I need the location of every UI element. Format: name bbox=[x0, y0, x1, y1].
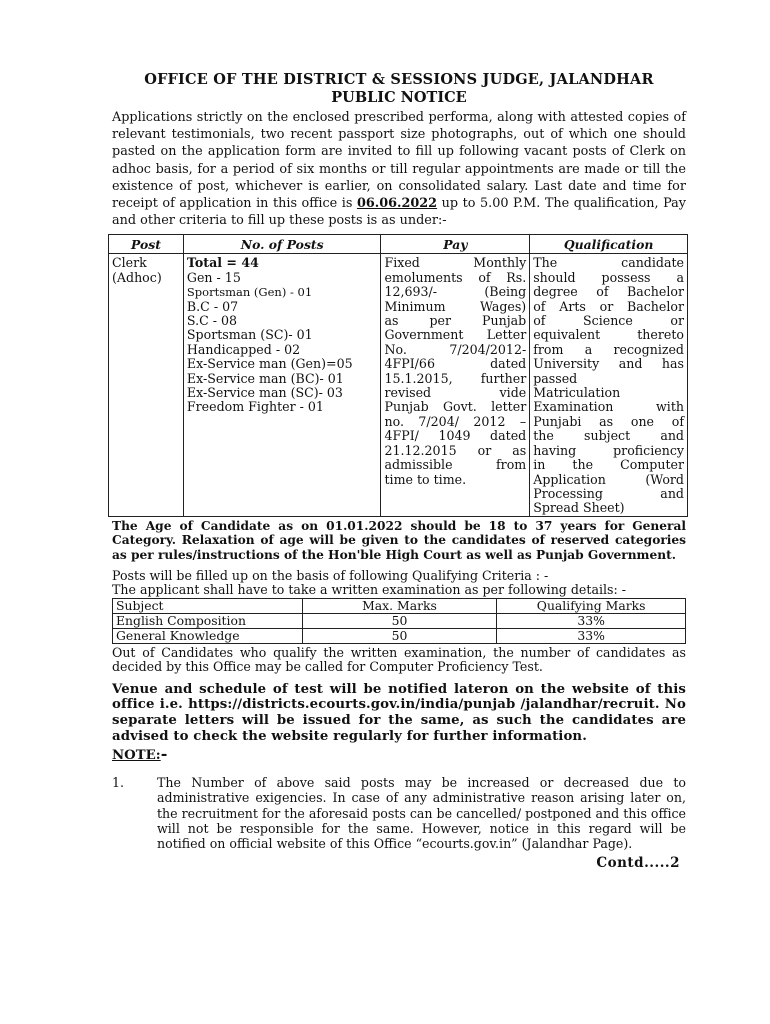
table-row bbox=[113, 613, 686, 628]
note-number: 1. bbox=[112, 775, 125, 791]
pay-line: No. 7/204/2012- bbox=[384, 341, 527, 357]
pay-line: Fixed Monthly bbox=[384, 255, 527, 271]
qualification-line: The candidate bbox=[533, 255, 684, 271]
header-no-of-posts: No. of Posts bbox=[183, 235, 381, 254]
pay-line: Punjab Govt. letter bbox=[384, 399, 527, 415]
post-name: Clerk bbox=[112, 255, 147, 271]
pay-line: admissible from bbox=[384, 457, 527, 473]
intro-text-after: up to 5.00 P.M. The qualification, Pay and other criteria to fill up these posts is as under:- bbox=[112, 196, 686, 229]
qualification-line: Application (Word bbox=[533, 471, 684, 487]
posts-freedom-fighter: Freedom Fighter - 01 bbox=[186, 399, 324, 415]
marks-table-header bbox=[113, 598, 686, 613]
marks-max: 50 bbox=[302, 628, 497, 643]
posts-exservice-sc: Ex-Service man (SC)- 03 bbox=[186, 385, 343, 401]
pay-line: 4FPI/ 1049 dated bbox=[384, 428, 527, 444]
marks-qualifying: 33% bbox=[497, 613, 686, 628]
qualification-line: degree of Bachelor bbox=[533, 284, 684, 300]
marks-header-subject: Subject bbox=[113, 598, 303, 613]
qualification-line: passed bbox=[533, 370, 578, 386]
pay-cell bbox=[381, 254, 530, 516]
after-marks-paragraph: Out of Candidates who qualify the written examination, the number of candidates as decided by this Office may be called for Computer Proficiency Test. bbox=[112, 644, 686, 675]
criteria-intro bbox=[112, 569, 686, 597]
intro-text: Applications strictly on the enclosed prescribed performa, along with attested copies of relevant testimonials, two recent passport size photographs, out of which one should pasted on the application form are invited to fill up following vacant posts of Clerk on adhoc basis, for a period of six months or till regular appointments are made or till the existence of post, whichever is earlier, on consolidated salary. Last date and time for receipt of application in this office is bbox=[112, 110, 686, 212]
posts-table-row bbox=[109, 254, 688, 516]
qualification-line: Processing and bbox=[533, 485, 684, 501]
header-qualification: Qualification bbox=[530, 235, 688, 254]
qualification-line: Punjabi as one of bbox=[533, 413, 684, 429]
posts-exservice-gen: Ex-Service man (Gen)=05 bbox=[186, 356, 353, 372]
marks-max: 50 bbox=[302, 613, 497, 628]
intro-paragraph bbox=[112, 109, 686, 229]
notice-page bbox=[112, 70, 686, 871]
pay-line: as per Punjab bbox=[384, 313, 527, 329]
marks-qualifying: 33% bbox=[497, 628, 686, 643]
qualification-line: having proficiency bbox=[533, 442, 684, 458]
qualification-line: the subject and bbox=[533, 428, 684, 444]
marks-table bbox=[112, 598, 686, 644]
posts-gen: Gen - 15 bbox=[186, 269, 241, 285]
pay-line: revised vide bbox=[384, 385, 527, 401]
public-notice-title: PUBLIC NOTICE bbox=[331, 89, 467, 106]
pay-line: no. 7/204/ 2012 – bbox=[384, 413, 527, 429]
posts-total: Total = 44 bbox=[186, 255, 259, 271]
note-suffix: - bbox=[160, 744, 168, 764]
note-heading bbox=[112, 744, 686, 763]
note-label: NOTE: bbox=[112, 748, 161, 764]
qualification-line: of Science or bbox=[533, 313, 684, 329]
posts-sportsman-gen: Sportsman (Gen) - 01 bbox=[186, 285, 313, 300]
post-cell bbox=[109, 254, 184, 516]
posts-exservice-bc: Ex-Service man (BC)- 01 bbox=[186, 370, 344, 386]
pay-line: 21.12.2015 or as bbox=[384, 442, 527, 458]
pay-line: 12,693/- (Being bbox=[384, 284, 527, 300]
venue-paragraph: Venue and schedule of test will be notified lateron on the website of this office i.e. https://districts.ecourts.gov.in/india/punjab /jalandhar/recruit. No separate letters will be issued for the same, as such the candidates are advised to check the website regularly for further information. bbox=[112, 681, 686, 744]
qualification-line: equivalent thereto bbox=[533, 327, 684, 343]
header-pay: Pay bbox=[381, 235, 530, 254]
qualification-line: of Arts or Bachelor bbox=[533, 298, 684, 314]
qualification-line: Examination with bbox=[533, 399, 684, 415]
posts-bc: B.C - 07 bbox=[186, 298, 239, 314]
post-type: (Adhoc) bbox=[112, 269, 162, 285]
qualification-cell bbox=[530, 254, 688, 516]
list-item bbox=[112, 775, 686, 851]
pay-line: 4FPI/66 dated bbox=[384, 356, 527, 372]
qualification-line: Matriculation bbox=[533, 385, 621, 401]
qualification-line: University and has bbox=[533, 356, 684, 372]
qualification-line: in the Computer bbox=[533, 457, 684, 473]
note-text: The Number of above said posts may be increased or decreased due to administrative exigencies. In case of any administrative reason arising later on, the recruitment for the aforesaid posts can be cancelled/ postponed and this office will not be responsible for the same. However, notice in this regard will be notified on official website of this Office “ecourts.gov.in” (Jalandhar Page). bbox=[157, 775, 686, 851]
qualification-line: should possess a bbox=[533, 269, 684, 285]
pay-line: Minimum Wages) bbox=[384, 298, 527, 314]
marks-header-qualifying: Qualifying Marks bbox=[497, 598, 686, 613]
qualification-line: from a recognized bbox=[533, 341, 684, 357]
pay-line: Government Letter bbox=[384, 327, 527, 343]
pay-line: time to time. bbox=[384, 471, 467, 487]
table-row bbox=[113, 628, 686, 643]
criteria-intro-line-2: The applicant shall have to take a written examination as per following details: - bbox=[112, 581, 626, 597]
continued-marker: Contd.....2 bbox=[596, 855, 680, 872]
posts-count-cell bbox=[183, 254, 381, 516]
last-date: 06.06.2022 bbox=[356, 196, 438, 212]
qualification-line: Spread Sheet) bbox=[533, 500, 625, 516]
posts-table bbox=[108, 234, 688, 516]
posts-handicapped: Handicapped - 02 bbox=[186, 341, 301, 357]
pay-line: emoluments of Rs. bbox=[384, 269, 527, 285]
marks-header-max: Max. Marks bbox=[302, 598, 497, 613]
posts-sportsman-sc: Sportsman (SC)- 01 bbox=[186, 327, 313, 343]
criteria-intro-line-1: Posts will be filled up on the basis of following Qualifying Criteria : - bbox=[112, 567, 549, 583]
pay-line: 15.1.2015, further bbox=[384, 370, 527, 386]
marks-subject: English Composition bbox=[113, 613, 303, 628]
posts-table-header bbox=[109, 235, 688, 254]
age-note: The Age of Candidate as on 01.01.2022 should be 18 to 37 years for General Category. Relaxation of age will be given to the candidates of reserved categories as per rules/instructions of the Hon'ble High Court as well as Punjab Government. bbox=[112, 518, 686, 562]
office-title: OFFICE OF THE DISTRICT & SESSIONS JUDGE, JALANDHAR bbox=[144, 71, 654, 88]
posts-sc: S.C - 08 bbox=[186, 313, 238, 329]
marks-subject: General Knowledge bbox=[113, 628, 303, 643]
header-post: Post bbox=[109, 235, 184, 254]
